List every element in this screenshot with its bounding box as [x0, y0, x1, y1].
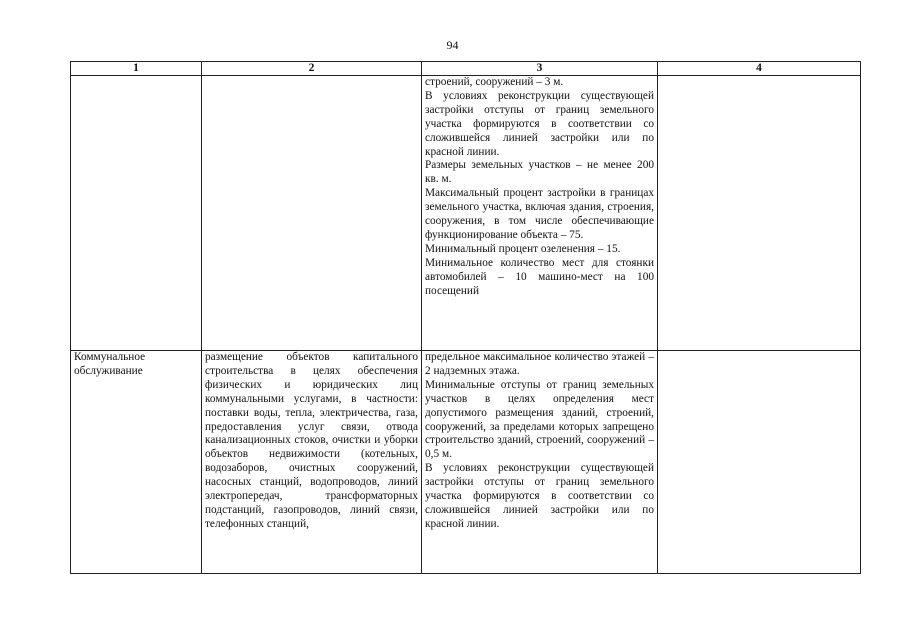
- row2-col1-use-name: Коммунальное обслуживание: [71, 351, 202, 574]
- row1-col4: [658, 76, 861, 351]
- row2-col3-para-3: В условиях реконструкции существующей застройки отступы от границ земельного участка формируются в соответствии со сложившейся линией застройки или по красной линии.: [425, 462, 654, 530]
- row1-col3-para-2: В условиях реконструкции существующей застройки отступы от границ земельного участка формируются в соответствии со сложившейся линией застройки или по красной линии.: [425, 89, 654, 158]
- row2-col3: [422, 351, 658, 574]
- column-header-1: 1: [71, 62, 202, 76]
- row1-col3: [422, 76, 658, 351]
- column-header-4: 4: [658, 62, 861, 76]
- regulations-table: [70, 61, 861, 574]
- column-header-2: 2: [202, 62, 422, 76]
- page-number: 94: [446, 38, 459, 52]
- row1-col3-para-5: Минимальный процент озеленения – 15.: [425, 242, 621, 255]
- row2-col3-para-2: Минимальные отступы от границ земельных участков в целях определения мест допустимого размещения зданий, строений, сооружений, за пределами которых запрещено строительство зданий, строений, сооружений – 0,5 м.: [425, 378, 654, 461]
- row2-col3-para-1: предельное максимальное количество этажей – 2 надземных этажа.: [425, 351, 654, 377]
- row2-col4: [658, 351, 861, 574]
- row1-col3-para-3: Размеры земельных участков – не менее 200 кв. м.: [425, 159, 654, 186]
- column-header-3: 3: [422, 62, 658, 76]
- table-row: [71, 351, 861, 574]
- table-header-row: [71, 62, 861, 76]
- row1-col3-para-1: строений, сооружений – 3 м.: [425, 76, 564, 88]
- row1-col3-para-4: Максимальный процент застройки в границах земельного участка, включая здания, строения, сооружения, в том числе обеспечивающие функционирование объекта – 75.: [425, 187, 654, 241]
- row1-col2: [202, 76, 422, 351]
- table-row: [71, 76, 861, 351]
- row1-col1: [71, 76, 202, 351]
- row1-col3-para-6: Минимальное количество мест для стоянки автомобилей – 10 машино-мест на 100 посещений: [425, 256, 654, 297]
- row2-col2-description: размещение объектов капитального строительства в целях обеспечения физических и юридических лиц коммунальными услугами, в частности: поставки воды, тепла, электричества, газа, предоставления услуг связи, отвода канализационных стоков, очистки и уборки объектов недвижимости (котельных, водозаборов, очистных сооружений, насосных станций, водопроводов, линий электропередач, трансформаторных подстанций, газопроводов, линий связи, телефонных станций,: [202, 351, 422, 574]
